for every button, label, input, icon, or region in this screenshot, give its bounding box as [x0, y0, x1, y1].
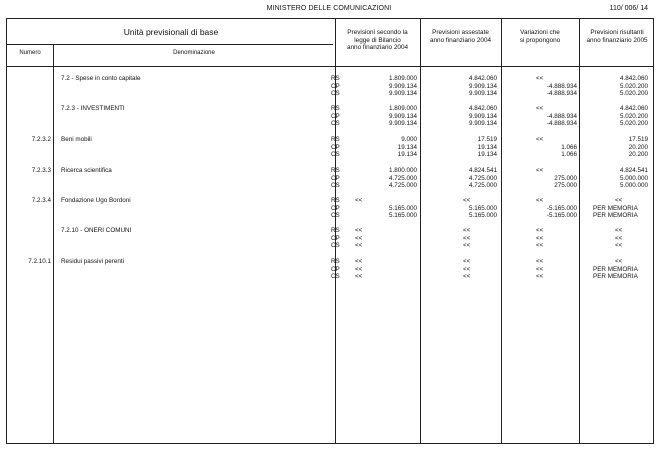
row-col-legge: 1.800.000 4.725.000 4.725.000 [388, 167, 417, 190]
row-col-risultanti: 4.824.541 5.000.000 5.000.000 [619, 167, 648, 190]
header-unita: Unità previsionali di base [123, 27, 219, 37]
header-col-assestate: Previsioni assestate anno finanziario 2004 [429, 29, 492, 44]
row-col-risultanti: << PER MEMORIA PER MEMORIA [593, 197, 638, 220]
row-denomination: Fondazione Ugo Bordoni [61, 197, 131, 204]
row-col-assestate: 4.842.060 9.909.134 9.909.134 [468, 105, 497, 128]
row-denomination: Ricerca scientifica [61, 167, 112, 174]
row-denomination: 7.2.10 - ONERI COMUNI [61, 227, 132, 234]
row-col-risultanti: 17.519 20.200 20.200 [628, 136, 648, 159]
row-number: 7.2.3.2 [31, 136, 51, 143]
header-numero: Numero [19, 50, 41, 56]
row-col-variazioni: << -5.165.000 -5.165.000 [536, 197, 577, 220]
row-col-risultanti: << PER MEMORIA PER MEMORIA [593, 258, 638, 281]
row-col-legge: << << << [355, 227, 363, 250]
header-denominazione: Denominazione [173, 50, 215, 56]
row-denomination: Beni mobili [61, 136, 92, 143]
row-col-variazioni: << -4.888.934 -4.888.934 [536, 105, 577, 128]
header-col-variazioni: Variazioni che si propongono [519, 29, 561, 44]
row-codes: RS CP CS [331, 197, 340, 220]
row-codes: RS CP CS [331, 105, 340, 128]
row-col-legge: 1.809.000 9.909.134 9.909.134 [388, 75, 417, 98]
row-col-legge: 1.809.000 9.909.134 9.909.134 [388, 105, 417, 128]
row-col-legge: << << << [355, 258, 363, 281]
row-number: 7.2.10.1 [28, 258, 51, 265]
row-col-legge: << 5.165.000 5.165.000 [355, 197, 417, 220]
row-col-variazioni: << << << [536, 258, 544, 281]
row-codes: RS CP CS [331, 136, 340, 159]
row-codes: RS CP CS [331, 167, 340, 190]
row-col-variazioni: << 1.066 1.066 [536, 136, 577, 159]
row-col-risultanti: 4.842.060 5.020.200 5.020.200 [619, 105, 648, 128]
row-codes: RS CP CS [331, 258, 340, 281]
row-col-assestate: << << << [463, 227, 471, 250]
divider [579, 19, 580, 443]
header-col-risultanti: Previsioni risultanti anno finanziario 2005 [586, 29, 648, 44]
header-col-legge: Previsioni secondo la legge di Bilancio anno finanziario 2004 [346, 29, 409, 52]
row-col-risultanti: << << << [615, 227, 623, 250]
budget-table [6, 18, 654, 444]
divider [7, 44, 333, 45]
row-col-assestate: << 5.165.000 5.165.000 [463, 197, 497, 220]
row-col-risultanti: 4.842.060 5.020.200 5.020.200 [619, 75, 648, 98]
row-col-variazioni: << << << [536, 227, 544, 250]
divider [420, 19, 421, 443]
row-col-variazioni: << -4.888.934 -4.888.934 [536, 75, 577, 98]
divider [7, 66, 653, 67]
row-col-variazioni: << 275.000 275.000 [536, 167, 577, 190]
row-number: 7.2.3.3 [31, 167, 51, 174]
row-col-legge: 9.000 19.134 19.134 [397, 136, 417, 159]
row-denomination: Residui passivi perenti [61, 258, 124, 265]
page-reference: 110/ 006/ 14 [609, 5, 648, 12]
divider [53, 44, 54, 443]
row-col-assestate: << << << [463, 258, 471, 281]
row-number: 7.2.3.4 [31, 197, 51, 204]
row-col-assestate: 17.519 19.134 19.134 [477, 136, 497, 159]
row-codes: RS CP CS [331, 227, 340, 250]
row-col-assestate: 4.824.541 4.725.000 4.725.000 [468, 167, 497, 190]
row-codes: RS CP CS [331, 75, 340, 98]
row-denomination: 7.2 - Spese in conto capitale [61, 75, 141, 82]
ministry-title: MINISTERO DELLE COMUNICAZIONI [266, 5, 392, 12]
row-col-assestate: 4.842.060 9.909.134 9.909.134 [468, 75, 497, 98]
divider [501, 19, 502, 443]
row-denomination: 7.2.3 - INVESTIMENTI [61, 105, 125, 112]
